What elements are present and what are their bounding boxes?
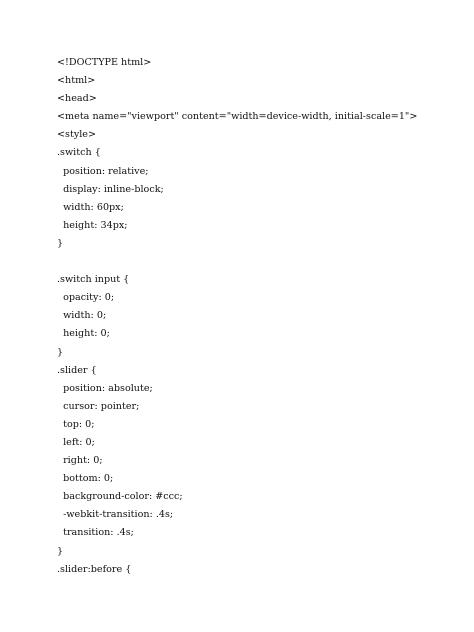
code-line: <style>	[57, 129, 97, 141]
code-line: }	[57, 346, 64, 358]
code-line: display: inline-block;	[57, 183, 164, 195]
code-line: height: 0;	[57, 328, 110, 340]
code-line: left: 0;	[57, 436, 95, 448]
code-line: }	[57, 237, 64, 249]
code-line: position: relative;	[57, 165, 149, 177]
code-line: width: 60px;	[57, 201, 124, 213]
code-line: .slider:before {	[57, 563, 132, 575]
code-line: bottom: 0;	[57, 473, 114, 485]
code-line: -webkit-transition: .4s;	[57, 509, 174, 521]
code-line: transition: .4s;	[57, 527, 134, 539]
code-line: right: 0;	[57, 455, 103, 467]
code-line: width: 0;	[57, 310, 107, 322]
code-line: <html>	[57, 75, 96, 87]
code-line: cursor: pointer;	[57, 400, 140, 412]
code-line: background-color: #ccc;	[57, 491, 183, 503]
code-line: position: absolute;	[57, 382, 153, 394]
code-line: top: 0;	[57, 418, 95, 430]
blank-line	[57, 253, 417, 271]
code-line: height: 34px;	[57, 219, 128, 231]
code-line: .switch {	[57, 147, 101, 159]
code-line: .switch input {	[57, 274, 130, 286]
code-line: <head>	[57, 93, 97, 105]
code-line: <meta name="viewport" content="width=device-width, initial-scale=1">	[57, 111, 418, 123]
code-line: .slider {	[57, 364, 97, 376]
code-line: opacity: 0;	[57, 292, 115, 304]
code-text-block	[57, 54, 417, 579]
code-line: }	[57, 545, 64, 557]
code-line: <!DOCTYPE html>	[57, 57, 152, 68]
